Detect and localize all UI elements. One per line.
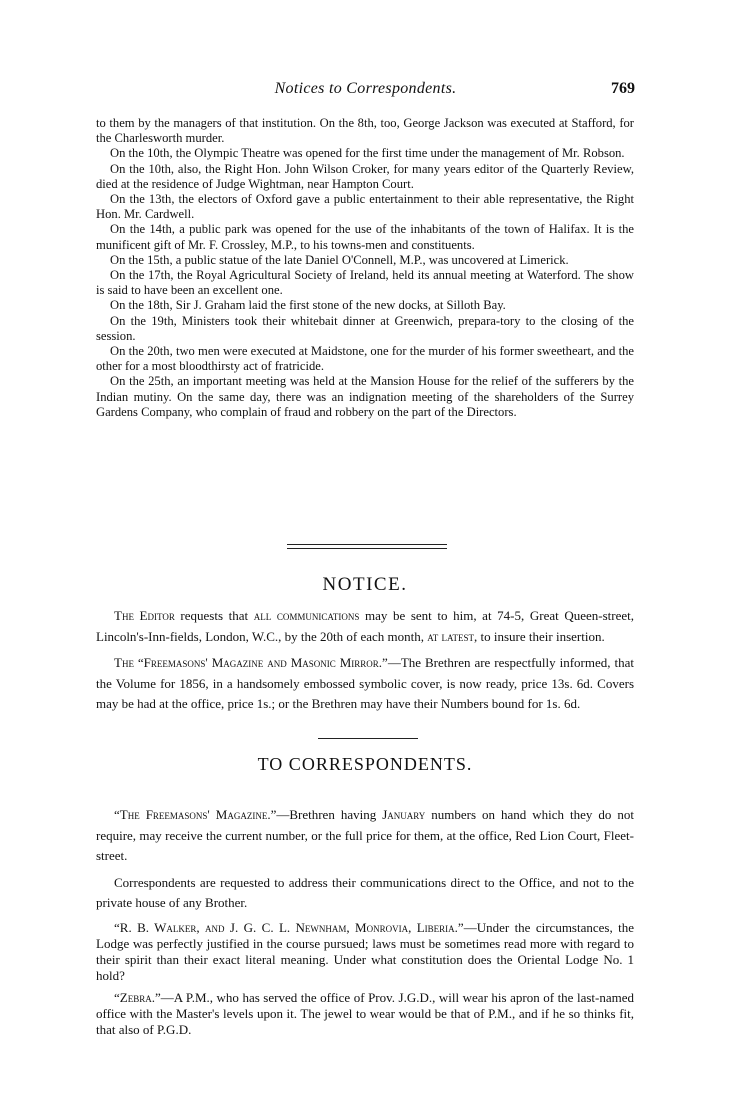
- news-paragraph: On the 25th, an important meeting was held at the Mansion House for the relief of the sufferers by the Indian mutiny. On the same day, there was an indignation meeting of the shareholders of the Surrey Gardens Company, who complain of fraud and robbery on the part of the Directors.: [96, 374, 634, 419]
- news-paragraph: On the 18th, Sir J. Graham laid the first stone of the new docks, at Silloth Bay.: [110, 298, 506, 313]
- section-divider: [318, 738, 418, 739]
- news-paragraph: On the 13th, the electors of Oxford gave a public entertainment to their able representative, the Right Hon. Mr. Cardwell.: [96, 192, 634, 222]
- news-paragraph: On the 10th, also, the Right Hon. John Wilson Croker, for many years editor of the Quarterly Review, died at the residence of Judge Wightman, near Hampton Court.: [96, 161, 634, 191]
- correspondents-paragraph: “Zebra.”—A P.M., who has served the office of Prov. J.G.D., will wear his apron of the last-named office with the Master's levels upon it. The jewel to wear would be that of P.M., and if he so thinks fit, that also of P.G.D.: [96, 989, 634, 1037]
- correspondents-paragraph: “R. B. Walker, and J. G. C. L. Newnham, Monrovia, Liberia.”—Under the circumstances, the Lodge was perfectly justified in the course pursued; laws must be sometimes read more with regard to their spirit than their exact literal meaning. Under what constitution does the Oriental Lodge No. 1 hold?: [96, 919, 634, 983]
- news-paragraph: On the 10th, the Olympic Theatre was opened for the first time under the management of Mr. Robson.: [110, 146, 625, 161]
- page-number: 769: [611, 80, 635, 97]
- correspondents-paragraph: Correspondents are requested to address their communications direct to the Office, and not to the private house of any Brother.: [96, 874, 634, 910]
- news-paragraph: On the 14th, a public park was opened for the use of the inhabitants of the town of Halifax. It is the munificent gift of Mr. F. Crossley, M.P., to his towns-men and constituents.: [96, 222, 634, 252]
- section-divider: [287, 544, 447, 545]
- notice-paragraph: The “Freemasons' Magazine and Masonic Mirror.”—The Brethren are respectfully informed, that the Volume for 1856, in a handsomely embossed symbolic cover, is now ready, price 13s. 6d. Covers may be had at the office, price 1s.; or the Brethren may have their Numbers bound for 1s. 6d.: [96, 655, 634, 711]
- news-paragraph: On the 20th, two men were executed at Maidstone, one for the murder of his former sweetheart, and the other for a most bloodthirsty act of fratricide.: [96, 344, 634, 374]
- notice-heading: NOTICE.: [322, 574, 408, 595]
- notice-paragraph: The Editor requests that all communications may be sent to him, at 74-5, Great Queen-street, Lincoln's-Inn-fields, London, W.C., by the 20th of each month, at latest, to insure their insertion.: [96, 608, 634, 644]
- news-paragraph: On the 17th, the Royal Agricultural Society of Ireland, held its annual meeting at Waterford. The show is said to have been an excellent one.: [96, 268, 634, 298]
- correspondents-paragraph: “The Freemasons' Magazine.”—Brethren having January numbers on hand which they do not require, may receive the current number, or the full price for them, at the office, Red Lion Court, Fleet-street.: [96, 807, 634, 863]
- page-header: [96, 80, 635, 104]
- section-divider: [287, 548, 447, 549]
- notice-body: [96, 606, 634, 721]
- news-paragraph: On the 19th, Ministers took their whitebait dinner at Greenwich, prepara-tory to the closing of the session.: [96, 313, 634, 343]
- news-paragraph: On the 15th, a public statue of the late Daniel O'Connell, M.P., was uncovered at Limerick.: [110, 252, 569, 267]
- correspondents-heading: TO CORRESPONDENTS.: [257, 754, 473, 774]
- correspondents-body: [96, 805, 634, 1044]
- news-column: [96, 116, 634, 420]
- news-paragraph: to them by the managers of that institution. On the 8th, too, George Jackson was executed at Stafford, for the Charlesworth murder.: [96, 116, 634, 146]
- running-title: Notices to Correspondents.: [274, 80, 457, 97]
